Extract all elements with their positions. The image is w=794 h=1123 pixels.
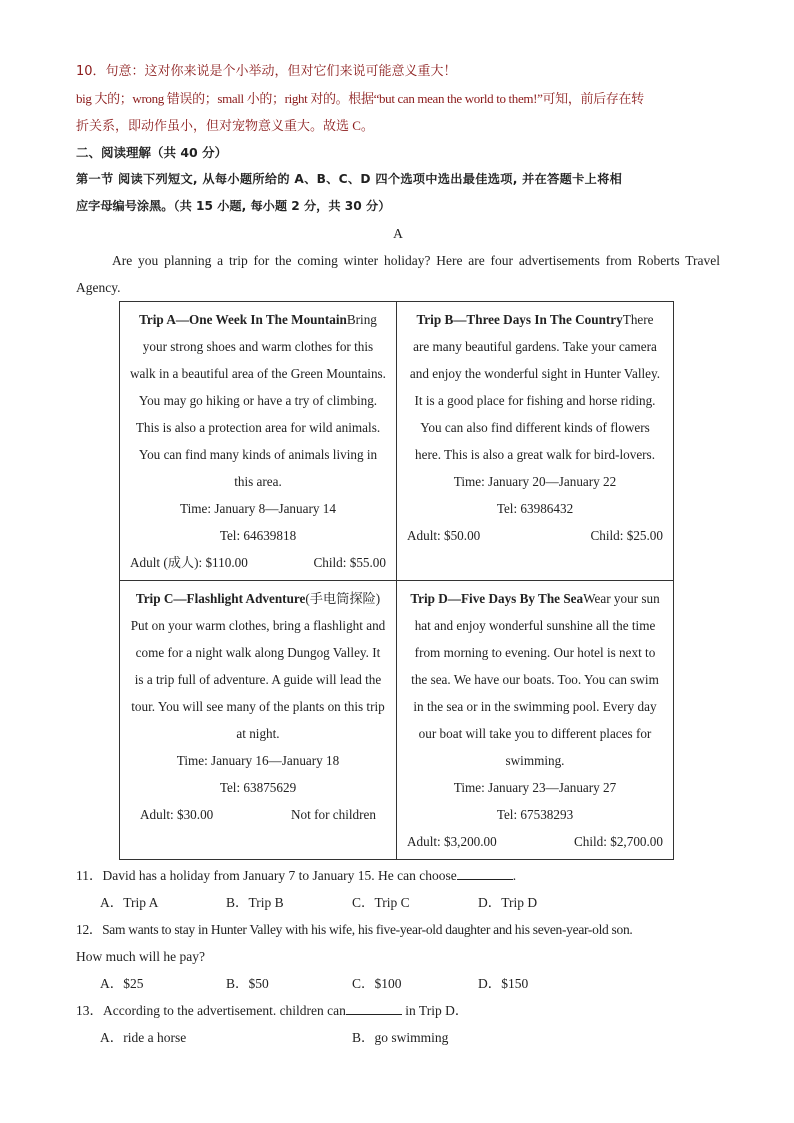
trip-d-child-price: Child: $2,700.00 (573, 834, 663, 849)
q10-explanation-line1: 10．句意：这对你来说是个小举动，但对它们来说可能意义重大！ (76, 64, 457, 79)
question-13-stem: 13．According to the advertisement. children can (76, 1003, 346, 1018)
question-13-option-a: A．ride a horse (100, 1030, 187, 1045)
question-11 (76, 862, 720, 889)
section-instruction-line1: 第一节 阅读下列短文, 从每小题所给的 A、B、C、D 四个选项中选出最佳选项, 并在答题卡上将相 (76, 172, 623, 186)
trip-c-child-price: Not for children (291, 807, 376, 822)
question-11-options (76, 889, 720, 916)
question-12-line2: How much will he pay? (76, 949, 205, 964)
question-13-option-b: B．go swimming (352, 1030, 449, 1045)
trip-c-body: Put on your warm clothes, bring a flashlight and come for a night walk along Dungog Valley. It is a trip full of adventure. A guide will lead the tour. You will see many of the plants on this trip at night. (130, 618, 386, 741)
q10-explanation-line3: 折关系，即动作虽小，但对宠物意义重大。故选 C。 (76, 118, 374, 133)
trip-a-tel: Tel: 64639818 (219, 528, 297, 543)
question-11-blank (457, 865, 513, 880)
question-13 (76, 997, 720, 1024)
trip-a-prices (130, 549, 386, 576)
question-11-stem-end: . (512, 868, 517, 883)
question-12-option-d: D．$150 (478, 976, 529, 991)
question-11-option-a: A．Trip A (100, 895, 159, 910)
trip-d-tel: Tel: 67538293 (496, 807, 574, 822)
trip-a-title: Trip A—One Week In The Mountain (139, 312, 347, 327)
trip-a-body: Bring your strong shoes and warm clothes for this walk in a beautiful area of the Green Mountains. You may go hiking or have a try of climbing. This is also a protection area for wild animals. You can find many kinds of animals living in this area. (130, 312, 386, 489)
question-13-blank (346, 1000, 402, 1015)
trip-b-time: Time: January 20—January 22 (453, 474, 617, 489)
trip-d-prices (407, 828, 663, 855)
section-instruction-line2: 应字母编号涂黑。（共 15 小题, 每小题 2 分，共 30 分） (76, 199, 391, 213)
passage-label: A (393, 226, 403, 241)
trip-a-adult-price: Adult (成人): $110.00 (130, 555, 248, 570)
question-11-option-d: D．Trip D (478, 895, 538, 910)
trip-b-tel: Tel: 63986432 (496, 501, 574, 516)
trip-c-prices (130, 801, 386, 828)
question-12-line1: 12．Sam wants to stay in Hunter Valley with his wife, his five-year-old daughter and his seven-year-old son. (76, 922, 633, 937)
trip-d-cell (397, 581, 674, 860)
question-12-options (76, 970, 720, 997)
question-11-option-b: B．Trip B (226, 895, 284, 910)
trip-d-time: Time: January 23—January 27 (453, 780, 617, 795)
q10-explanation-line2: big 大的；wrong 错误的；small 小的；right 对的。根据“but can mean the world to them!”可知，前后存在转 (76, 91, 644, 106)
document-page (76, 58, 720, 1051)
trip-c-adult-price: Adult: $30.00 (140, 807, 214, 822)
trip-d-text (407, 585, 663, 774)
trip-b-child-price: Child: $25.00 (590, 528, 663, 543)
question-11-stem: 11．David has a holiday from January 7 to January 15. He can choose (76, 868, 457, 883)
trip-a-time: Time: January 8—January 14 (180, 501, 336, 516)
trip-b-title: Trip B—Three Days In The Country (416, 312, 623, 327)
question-12-option-c: C．$100 (352, 976, 402, 991)
advertisement-table (119, 301, 674, 860)
question-12-option-a: A．$25 (100, 976, 144, 991)
question-13-options (76, 1024, 720, 1051)
question-13-stem-end: in Trip D． (401, 1003, 469, 1018)
trip-d-adult-price: Adult: $3,200.00 (407, 834, 497, 849)
trip-c-time: Time: January 16—January 18 (176, 753, 340, 768)
trip-c-title: Trip C—Flashlight Adventure (135, 591, 306, 606)
trip-b-adult-price: Adult: $50.00 (407, 528, 481, 543)
question-11-option-c: C．Trip C (352, 895, 410, 910)
trip-a-child-price: Child: $55.00 (313, 555, 386, 570)
passage-intro: Are you planning a trip for the coming winter holiday? Here are four advertisements from Roberts Travel Agency. (76, 253, 720, 295)
trip-d-title: Trip D—Five Days By The Sea (410, 591, 584, 606)
trip-a-text (130, 306, 386, 495)
trip-d-body: Wear your sun hat and enjoy wonderful sunshine all the time from morning to evening. Our hotel is next to the sea. We have our boats. Too. You can swim in the sea or in the swimming pool. Every day our boat will take you to different places for swimming. (411, 591, 660, 768)
question-12-option-b: B．$50 (226, 976, 269, 991)
trip-b-cell (397, 302, 674, 581)
trip-b-text (407, 306, 663, 468)
trip-c-tel: Tel: 63875629 (219, 780, 297, 795)
trip-c-cell (120, 581, 397, 860)
trip-c-text (130, 585, 386, 747)
trip-c-title-note: (手电筒探险) (305, 591, 381, 606)
trip-b-body: There are many beautiful gardens. Take your camera and enjoy the wonderful sight in Hunter Valley. It is a good place for fishing and horse riding. You can also find different kinds of flowers here. This is also a great walk for bird-lovers. (409, 312, 661, 462)
section-heading: 二、阅读理解（共 40 分） (76, 145, 228, 160)
trip-a-cell (120, 302, 397, 581)
trip-b-prices (407, 522, 663, 549)
